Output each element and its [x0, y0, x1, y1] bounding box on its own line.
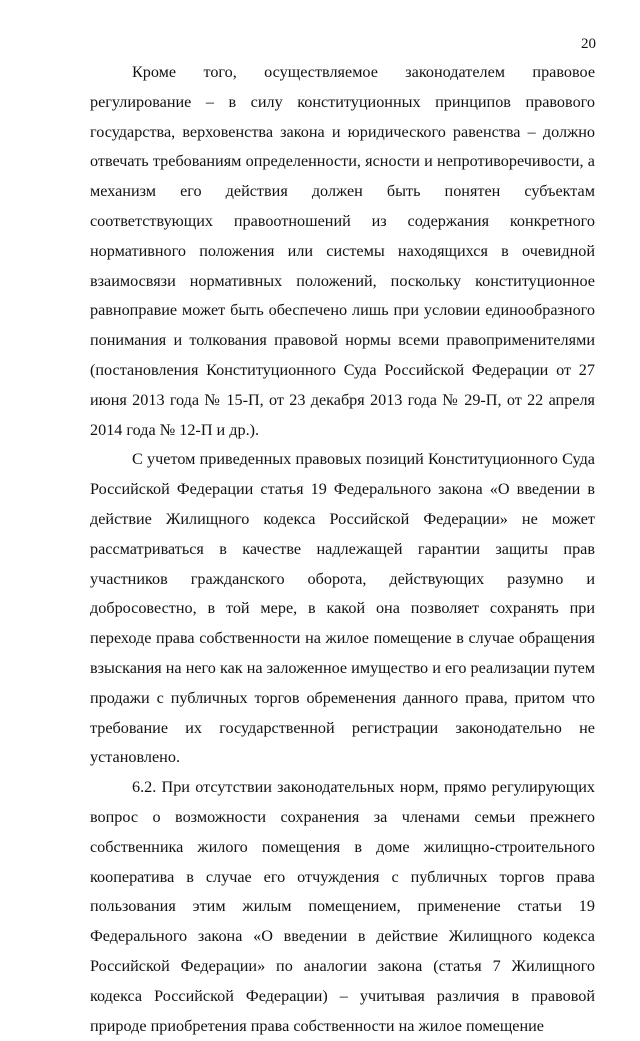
- page-number: 20: [581, 36, 596, 52]
- paragraph-1: Кроме того, осуществляемое законодателем правовое регулирование – в силу конституционных принципов правового государства, верховенства закона и юридического равенства – должно отвечать требованиям определенности, ясности и непротиворечивости, а механизм его действия должен быть понятен субъектам соответствующих правоотношений из содержания конкретного нормативного положения или системы находящихся в очевидной взаимосвязи нормативных положений, поскольку конституционное равноправие может быть обеспечено лишь при условии единообразного понимания и толкования правовой нормы всеми правоприменителями (постановления Конституционного Суда Российской Федерации от 27 июня 2013 года № 15-П, от 23 декабря 2013 года № 29-П, от 22 апреля 2014 года № 12-П и др.).: [90, 63, 595, 439]
- paragraph-2: С учетом приведенных правовых позиций Конституционного Суда Российской Федерации статья 19 Федерального закона «О введении в действие Жилищного кодекса Российской Федерации» не может рассматриваться в качестве надлежащей гарантии защиты прав участников гражданского оборота, действующих разумно и добросовестно, в той мере, в какой она позволяет сохранять при переходе права собственности на жилое помещение в случае обращения взыскания на него как на заложенное имущество и его реализации путем продажи с публичных торгов обременения данного права, притом что требование их государственной регистрации законодательно не установлено.: [90, 450, 595, 767]
- document-body: [90, 58, 595, 1041]
- paragraph-3: 6.2. При отсутствии законодательных норм, прямо регулирующих вопрос о возможности сохранения за членами семьи прежнего собственника жилого помещения в доме жилищно-строительного кооператива в случае его отчуждения с публичных торгов права пользования этим жилым помещением, применение статьи 19 Федерального закона «О введении в действие Жилищного кодекса Российской Федерации» по аналогии закона (статья 7 Жилищного кодекса Российской Федерации) – учитывая различия в правовой природе приобретения права собственности на жилое помещение: [90, 778, 595, 1035]
